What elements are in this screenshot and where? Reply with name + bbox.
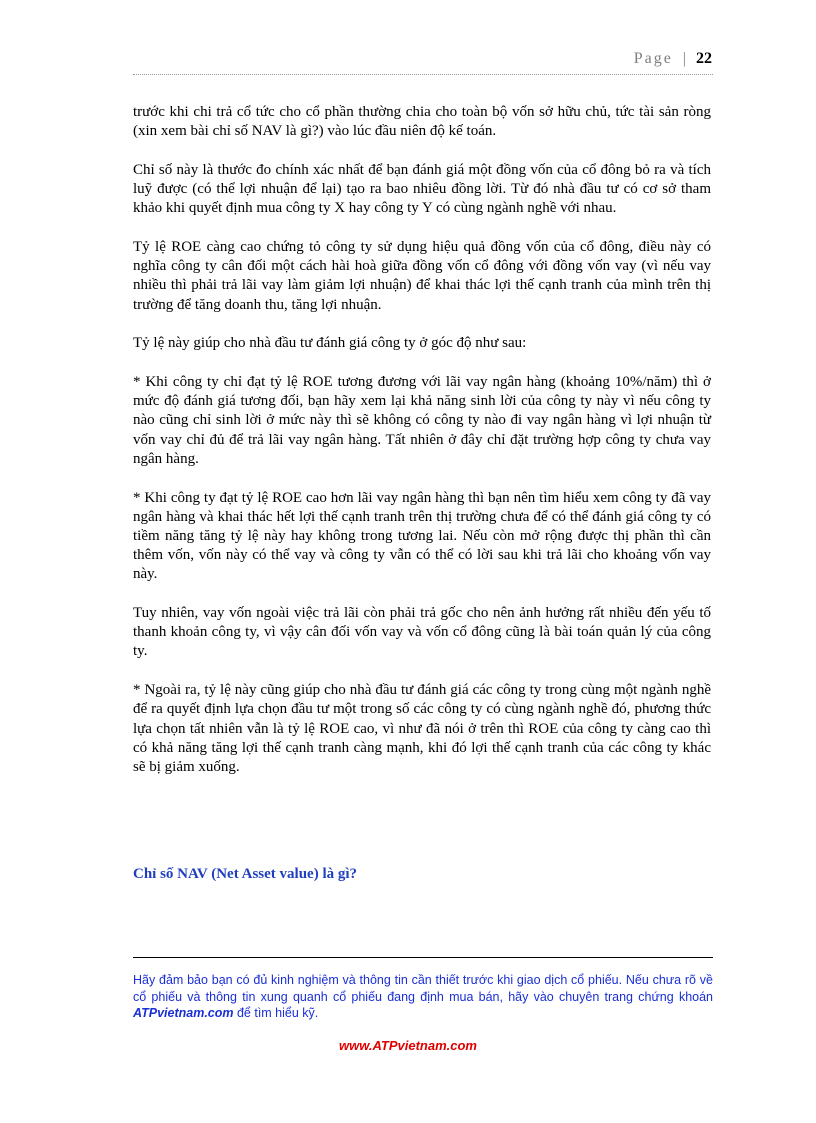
page-number: 22 [696,50,712,67]
footer-divider [133,957,713,958]
paragraph: Tỷ lệ ROE càng cao chứng tỏ công ty sử dụng hiệu quả đồng vốn của cổ đông, điều này có nghĩa công ty cân đối một cách hài hoà giữa đồng vốn cổ đông với đồng vốn vay (vì nếu vay nhiều thì phải trả lãi vay làm giảm lợi nhuận) để khai thác lợi thế cạnh tranh của mình trên thị trường để tăng doanh thu, tăng lợi nhuận. [133,239,711,313]
footer-note [133,972,713,1022]
paragraph: * Khi công ty đạt tỷ lệ ROE cao hơn lãi vay ngân hàng thì bạn nên tìm hiểu xem công ty đã vay ngân hàng và khai thác hết lợi thế cạnh tranh trên thị trường chưa để có thể đánh giá công ty có tiềm năng tăng tỷ lệ này hay không trong tương lai. Nếu còn mở rộng được thị phần thì cần thêm vốn, vốn này có thể vay và công ty vẫn có thể có lời sau khi trả lãi cho khoảng vốn vay này. [133,489,711,583]
footer-text-before: Hãy đảm bảo bạn có đủ kinh nghiệm và thông tin cần thiết trước khi giao dịch cổ phiếu. Nếu chưa rõ về cổ phiếu và thông tin xung quanh cổ phiếu đang định mua bán, hãy vào chuyên trang chứng khoán [133,973,713,1004]
paragraph: * Ngoài ra, tỷ lệ này cũng giúp cho nhà đầu tư đánh giá các công ty trong cùng một ngành nghề để ra quyết định lựa chọn đầu tư một trong số các công ty có cùng ngành nghề đó, phương thức lựa chọn tất nhiên vẫn là tỷ lệ ROE cao, vì như đã nói ở trên thì ROE của công ty càng cao thì có khả năng tăng lợi thế cạnh tranh càng mạnh, khi đó lợi thế cạnh tranh của các công ty khác sẽ bị giảm xuống. [133,682,711,775]
page-label: Page [633,50,673,67]
paragraph: * Khi công ty chỉ đạt tỷ lệ ROE tương đương với lãi vay ngân hàng (khoảng 10%/năm) thì ở mức độ đánh giá tương đối, bạn hãy xem lại khả năng sinh lời của công ty này vì nếu công ty nào cũng chỉ sinh lời ở mức này thì sẽ không có công ty nào đi vay ngân hàng vì lợi nhuận từ vốn vay chỉ đủ để trả lãi vay ngân hàng. Tất nhiên ở đây chỉ đặt trường hợp công ty chưa vay ngân hàng. [133,374,711,467]
section-heading-link[interactable]: Chỉ số NAV (Net Asset value) là gì? [133,866,358,882]
website-link[interactable]: www.ATPvietnam.com [339,1038,477,1053]
paragraph: Tuy nhiên, vay vốn ngoài việc trả lãi còn phải trả gốc cho nên ảnh hưởng rất nhiều đến yếu tố thanh khoản công ty, vì vậy cân đối vốn vay và vốn cổ đông cũng là bài toán quản lý của công ty. [133,605,711,660]
paragraph: Chỉ số này là thước đo chính xác nhất để bạn đánh giá một đồng vốn của cổ đông bỏ ra và tích luỹ được (có thể lợi nhuận để lại) tạo ra bao nhiêu đồng lời. Từ đó nhà đầu tư có cơ sở tham khảo khi quyết định mua công ty X hay công ty Y có cùng ngành nghề với nhau. [133,161,711,217]
paragraph: trước khi chi trả cổ tức cho cổ phần thường chia cho toàn bộ vốn sở hữu chủ, tức tài sản ròng (xin xem bài chỉ số NAV là gì?) vào lúc đầu niên độ kế toán. [133,104,711,140]
body-text [133,103,711,797]
header-divider [133,74,713,75]
footer-text-after: để tìm hiểu kỹ. [233,1006,319,1020]
paragraph: Tỷ lệ này giúp cho nhà đầu tư đánh giá công ty ở góc độ như sau: [133,335,527,352]
page-separator: | [682,50,686,67]
page-header [634,50,712,68]
footer-brand-link[interactable]: ATPvietnam.com [133,1006,234,1020]
